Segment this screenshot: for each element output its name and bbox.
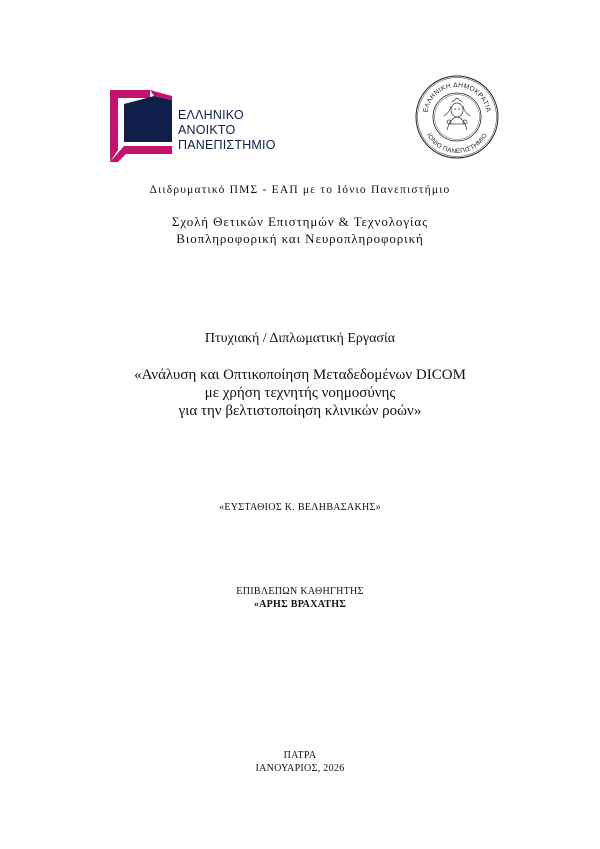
school-name: Σχολή Θετικών Επιστημών & Τεχνολογίας [171, 214, 429, 229]
supervisor-label: ΕΠΙΒΛΕΠΩΝ ΚΑΘΗΓΗΤΗΣ [236, 586, 364, 597]
program-title: Διιδρυματικό ΠΜΣ - ΕΑΠ με το Ιόνιο Πανεπιστήμιο [149, 184, 451, 196]
author-name: «ΕΥΣΤΑΘΙΟΣ Κ. ΒΕΛΗΒΑΣΑΚΗΣ» [219, 502, 381, 513]
thesis-type: Πτυχιακή / Διπλωματική Εργασία [204, 331, 396, 346]
ionian-university-seal-icon [414, 74, 500, 160]
thesis-title-line: με χρήση τεχνητής νοημοσύνης [204, 385, 396, 401]
thesis-title-line: «Ανάλυση και Οπτικοποίηση Μεταδεδομένων DICOM [134, 367, 466, 383]
eap-logo-text [178, 108, 276, 153]
eap-logo-line: ΠΑΝΕΠΙΣΤΗΜΙΟ [178, 138, 276, 152]
eap-logo-line: ΑΝΟΙΚΤΟ [178, 123, 236, 137]
date: ΙΑΝΟΥΑΡΙΟΣ, 2026 [255, 763, 345, 774]
eap-logo-mark-icon [110, 90, 180, 162]
thesis-title-line: για την βελτιστοποίηση κλινικών ροών» [178, 403, 422, 419]
department-name: Βιοπληροφορική και Νευροπληροφορική [176, 231, 424, 246]
city: ΠΑΤΡΑ [283, 750, 317, 761]
eap-logo-line: ΕΛΛΗΝΙΚΟ [178, 108, 244, 122]
svg-text:ΙΟΝΙΟ ΠΑΝΕΠΙΣΤΗΜΙΟ: ΙΟΝΙΟ ΠΑΝΕΠΙΣΤΗΜΙΟ [425, 132, 489, 156]
eap-logo [110, 90, 310, 170]
supervisor-name: «ΑΡΗΣ ΒΡΑΧΑΤΗΣ [253, 599, 347, 610]
svg-text:ΕΛΛΗΝΙΚΗ ΔΗΜΟΚΡΑΤΙΑ: ΕΛΛΗΝΙΚΗ ΔΗΜΟΚΡΑΤΙΑ [422, 81, 492, 114]
